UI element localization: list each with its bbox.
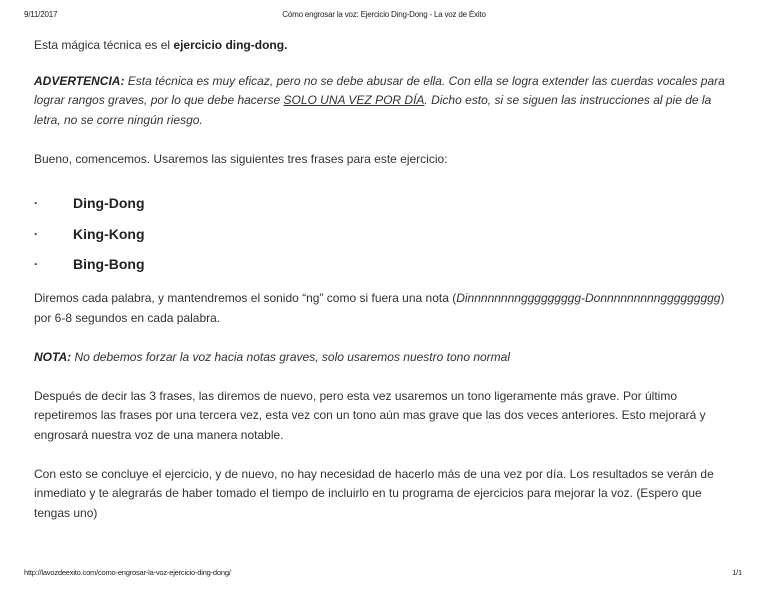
- warning-text-1: Esta técnica es muy eficaz, pero no se debe abusar de ella. Con ella se logra extender las cuerdas vocales para lograr rangos graves, por lo que debe hacerse: [34, 73, 725, 107]
- print-url: http://lavozdeexito.com/como-engrosar-la-voz-ejercicio-ding-dong/: [24, 568, 231, 577]
- warning-underline-text: SOLO UNA VEZ POR DÍA: [283, 93, 425, 107]
- warning-text-2: . Dicho esto, si se siguen las instrucciones al pie de la letra, no se corre ningún riesgo.: [34, 93, 712, 127]
- after-paragraph: Después de decir las 3 frases, las diremos de nuevo, pero esta vez usaremos un tono ligeramente más grave. Por último repetiremos las frases por una tercera vez, esta vez con un tono aún mas grave que las dos veces anteriores. Esto mejorará y engrosará nuestra voz de una manera notable.: [34, 388, 706, 442]
- bullet-dot: ·: [34, 196, 38, 210]
- lead-paragraph: Bueno, comencemos. Usaremos las siguientes tres frases para este ejercicio:: [34, 151, 448, 166]
- print-page-title: Cómo engrosar la voz: Ejercicio Ding-Dong - La voz de Éxito: [282, 10, 486, 19]
- phrase-list: [34, 189, 734, 281]
- instruction-paragraph: [34, 289, 734, 328]
- phrase-text: Bing-Bong: [73, 256, 145, 272]
- bullet-dot: ·: [34, 257, 38, 271]
- print-date: 9/11/2017: [24, 10, 58, 19]
- warning-label: ADVERTENCIA:: [34, 73, 125, 88]
- warning-paragraph: [34, 72, 734, 131]
- article-body: [34, 36, 734, 543]
- note-paragraph: [34, 348, 734, 368]
- page-number: 1/1: [732, 568, 742, 577]
- note-text: No debemos forzar la voz hacia notas graves, solo usaremos nuestro tono normal: [71, 349, 510, 364]
- instruction-text-1: Diremos cada palabra, y mantendremos el sonido “ng” como si fuera una nota (: [34, 291, 457, 305]
- conclusion-paragraph: Con esto se concluye el ejercicio, y de nuevo, no hay necesidad de hacerlo más de una vez por día. Los resultados se verán de inmediato y te alegrarás de haber tomado el tiempo de incluirlo en tu programa de ejercicios para mejorar la voz. (Espero que tengas uno): [34, 466, 714, 520]
- phrase-text: King-Kong: [73, 225, 145, 242]
- instruction-italic-text: Dinnnnnnnnggggggggg-Donnnnnnnnnggggggggg: [456, 291, 721, 305]
- intro-bold-text: ejercicio ding-dong.: [173, 38, 288, 52]
- bullet-dot: ·: [34, 226, 38, 241]
- phrase-item: [34, 250, 734, 281]
- phrase-item: [34, 189, 734, 220]
- note-label: NOTA:: [34, 349, 72, 364]
- phrase-text: Ding-Dong: [73, 195, 145, 211]
- phrase-item: [34, 219, 734, 250]
- intro-paragraph: [34, 36, 734, 56]
- intro-text: Esta mágica técnica es el: [34, 38, 174, 52]
- instruction-text-2: ) por 6-8 segundos en cada palabra.: [34, 291, 725, 325]
